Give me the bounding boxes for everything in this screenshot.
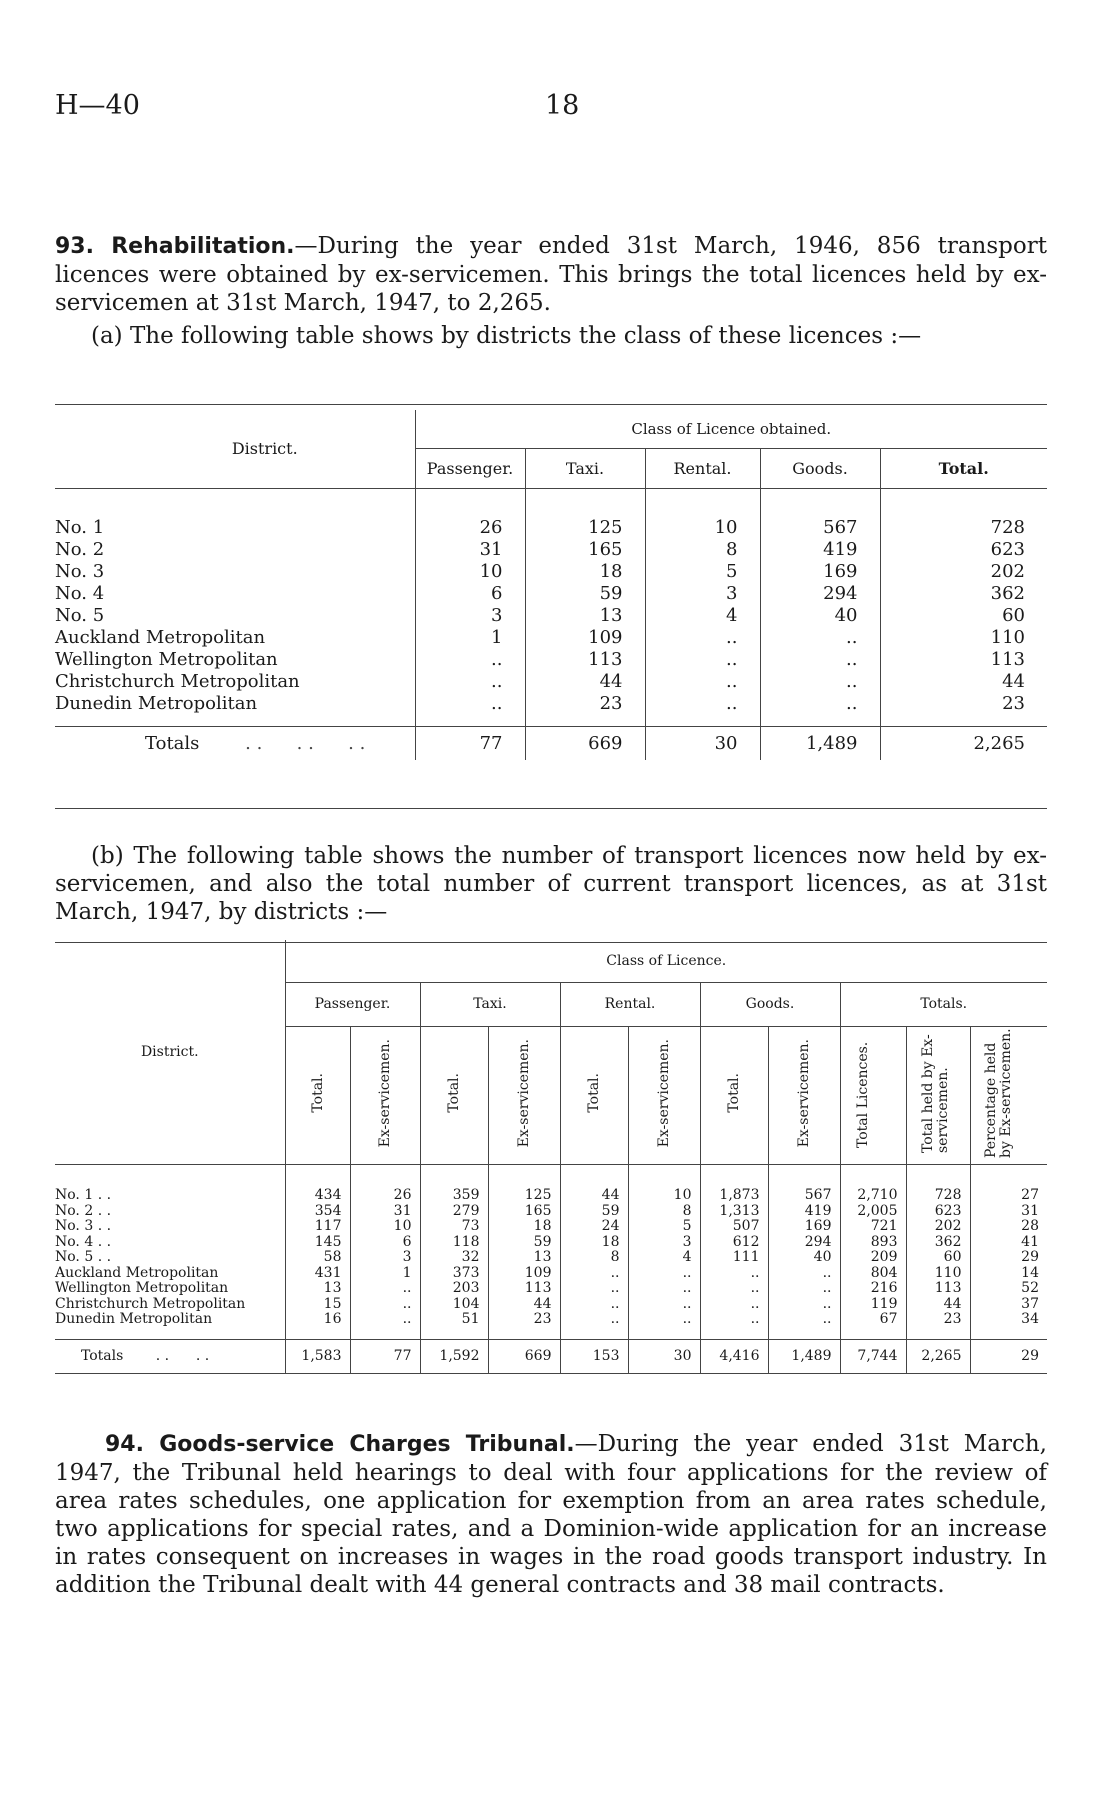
table-b-value-cell: 2,005 [840, 1204, 906, 1220]
page-number: 18 [545, 90, 580, 121]
table-b-current-licences [55, 940, 1047, 1374]
table-b-value-cell: 165 [488, 1204, 560, 1220]
table-a-district-cell [55, 516, 415, 538]
table-a-value-cell: 10 [415, 560, 525, 582]
table-b-value-cell: 1,313 [700, 1204, 768, 1220]
table-b-value-cell: 118 [420, 1235, 488, 1251]
table-b-value-cell: 73 [420, 1219, 488, 1235]
table-a-value-cell: .. [415, 648, 525, 670]
table-a-value-cell: 5 [645, 560, 760, 582]
table-a-total-goods: 1,489 [760, 726, 880, 760]
table-b-value-cell: .. [628, 1312, 700, 1328]
table-a-value-cell: 44 [525, 670, 645, 692]
table-a-value-cell: 1 [415, 626, 525, 648]
table-a-value-cell: 567 [760, 516, 880, 538]
table-b-value-cell: .. [700, 1266, 768, 1282]
table-a-licence-classes [55, 410, 1047, 760]
table-a-value-cell: .. [760, 626, 880, 648]
table-b-value-cell: .. [350, 1281, 420, 1297]
table-b-value-cell: 202 [906, 1219, 970, 1235]
table-a-value-cell: 362 [880, 582, 1047, 604]
table-b-value-cell: 5 [628, 1219, 700, 1235]
table-a-value-cell: 59 [525, 582, 645, 604]
table-a-row [55, 648, 1047, 670]
table-b-value-cell: 373 [420, 1266, 488, 1282]
table-a-district-cell [55, 692, 415, 714]
table-b-value-cell: .. [700, 1281, 768, 1297]
table-b-value-cell: 113 [906, 1281, 970, 1297]
table-a-col-taxi: Taxi. [525, 448, 645, 488]
table-b-value-cell: 104 [420, 1297, 488, 1313]
table-b-value-cell: 59 [560, 1204, 628, 1220]
table-b-value-cell: 893 [840, 1235, 906, 1251]
table-b-group-rental: Rental. [560, 982, 700, 1026]
table-b-value-cell: 279 [420, 1204, 488, 1220]
table-b-sub-total-licences: Total Licences. [855, 1041, 871, 1148]
table-b-group-header: Class of Licence. [285, 940, 1047, 982]
table-b-value-cell: .. [628, 1266, 700, 1282]
table-a-row [55, 582, 1047, 604]
table-b-value-cell: 10 [628, 1188, 700, 1204]
table-b-group-totals: Totals. [840, 982, 1047, 1026]
table-a-value-cell: .. [645, 648, 760, 670]
table-b-value-cell: 434 [285, 1188, 350, 1204]
table-a-value-cell: .. [415, 670, 525, 692]
table-b-value-cell: 612 [700, 1235, 768, 1251]
table-b-value-cell: 216 [840, 1281, 906, 1297]
table-b-sub-taxi-total: Total. [446, 1073, 462, 1113]
table-a-value-cell: .. [415, 692, 525, 714]
table-a-col-rental: Rental. [645, 448, 760, 488]
table-b-value-cell: 27 [970, 1188, 1047, 1204]
table-a-totals-row: Totals . . . . . . 77 669 30 1,489 2,265 [55, 726, 1047, 760]
table-b-total-cell: 1,489 [768, 1340, 840, 1374]
table-a-district-cell [55, 604, 415, 626]
table-a-row [55, 516, 1047, 538]
table-b-group-taxi: Taxi. [420, 982, 560, 1026]
table-b-value-cell: 60 [906, 1250, 970, 1266]
table-a-district-name: No. 5 [55, 604, 105, 626]
table-a-row [55, 670, 1047, 692]
table-b-value-cell: 31 [350, 1204, 420, 1220]
table-b-total-cell: 669 [488, 1340, 560, 1374]
table-b-total-cell: 30 [628, 1340, 700, 1374]
table-b-value-cell: 34 [970, 1312, 1047, 1328]
table-b-row [55, 1312, 1047, 1328]
table-a-group-header: Class of Licence obtained. [415, 410, 1047, 448]
table-b-value-cell: 40 [768, 1250, 840, 1266]
table-b-group-goods: Goods. [700, 982, 840, 1026]
table-b-sub-goods-ex: Ex-servicemen. [796, 1038, 812, 1148]
table-b-total-cell: 77 [350, 1340, 420, 1374]
table-a-row [55, 538, 1047, 560]
table-b-value-cell: 119 [840, 1297, 906, 1313]
table-a-value-cell: 294 [760, 582, 880, 604]
table-b-sub-percentage: Percentage held by Ex-servicemen. [982, 1028, 1014, 1158]
table-b-value-cell: 507 [700, 1219, 768, 1235]
table-a-row [55, 692, 1047, 714]
table-a-district-name: No. 1 [55, 516, 105, 538]
table-b-value-cell: 3 [350, 1250, 420, 1266]
section-94-heading: 94. Goods-service Charges Tribunal. [105, 1432, 575, 1457]
table-b-value-cell: 8 [628, 1204, 700, 1220]
table-b-sub-rental-ex: Ex-servicemen. [656, 1038, 672, 1148]
table-b-value-cell: 359 [420, 1188, 488, 1204]
section-93-heading: 93. Rehabilitation. [55, 234, 295, 259]
table-a-total-taxi: 669 [525, 726, 645, 760]
table-b-value-cell: 623 [906, 1204, 970, 1220]
table-a-totals-label: Totals [145, 732, 200, 754]
table-a-district-name: Dunedin Metropolitan [55, 692, 258, 714]
table-b-total-cell: 153 [560, 1340, 628, 1374]
table-b-value-cell: 13 [488, 1250, 560, 1266]
table-b-value-cell: 44 [560, 1188, 628, 1204]
table-b-district-name: Christchurch Metropolitan [55, 1295, 246, 1312]
table-b-row [55, 1250, 1047, 1266]
table-a-district-name: No. 4 [55, 582, 105, 604]
table-b-value-cell: .. [700, 1312, 768, 1328]
table-a-value-cell: .. [760, 692, 880, 714]
table-a-value-cell: 169 [760, 560, 880, 582]
table-a-district-name: No. 3 [55, 560, 105, 582]
table-b-value-cell: 169 [768, 1219, 840, 1235]
table-b-value-cell: 294 [768, 1235, 840, 1251]
table-b-sub-passenger-ex: Ex-servicemen. [377, 1038, 393, 1148]
section-94-text: —During the year ended 31st March, 1947, the Tribunal held hearings to deal with four applications for the review of area rates schedules, one application for exemption from an area rates schedule, two applications for special rates, and a Dominion-wide application for an increase in rates consequent on increases in wages in the road goods transport industry. In addition the Tribunal dealt with 44 general contracts and 38 mail contracts. [55, 1431, 1047, 1598]
table-b-total-cell: 4,416 [700, 1340, 768, 1374]
table-b-value-cell: 2,710 [840, 1188, 906, 1204]
table-b-value-cell: 145 [285, 1235, 350, 1251]
table-b-value-cell: 52 [970, 1281, 1047, 1297]
report-code: H—40 [55, 90, 140, 121]
table-b-value-cell: 13 [285, 1281, 350, 1297]
table-b-sub-goods-total: Total. [726, 1073, 742, 1113]
table-b-value-cell: 67 [840, 1312, 906, 1328]
table-a-value-cell: 40 [760, 604, 880, 626]
table-b-district-name: No. 2 . . [55, 1202, 112, 1219]
table-a-district-name: Auckland Metropolitan [55, 626, 266, 648]
table-b-value-cell: 31 [970, 1204, 1047, 1220]
table-a-value-cell: 60 [880, 604, 1047, 626]
table-a-col-goods: Goods. [760, 448, 880, 488]
table-a-district-cell [55, 626, 415, 648]
table-a-total-total: 2,265 [880, 726, 1047, 760]
table-a-row [55, 604, 1047, 626]
table-b-value-cell: 728 [906, 1188, 970, 1204]
table-a-total-rental: 30 [645, 726, 760, 760]
table-b-total-cell: 1,592 [420, 1340, 488, 1374]
table-b-value-cell: 58 [285, 1250, 350, 1266]
table-b-value-cell: 59 [488, 1235, 560, 1251]
section-93-text: —During the year ended 31st March, 1946, 856 transport licences were obtained by ex-servicemen. This brings the total licences held by ex-servicemen at 31st March, 1947, to 2,265. [55, 233, 1047, 316]
table-a-value-cell: 23 [880, 692, 1047, 714]
table-b-value-cell: 23 [488, 1312, 560, 1328]
table-a-district-name: No. 2 [55, 538, 105, 560]
table-a-value-cell: 44 [880, 670, 1047, 692]
table-a-value-cell: 13 [525, 604, 645, 626]
table-a-value-cell: .. [645, 692, 760, 714]
table-a-value-cell: 109 [525, 626, 645, 648]
table-a-value-cell: .. [645, 670, 760, 692]
table-b-district-name: Wellington Metropolitan [55, 1280, 229, 1296]
table-b-district-header: District. [140, 1043, 199, 1060]
table-a-value-cell: 419 [760, 538, 880, 560]
table-b-row [55, 1266, 1047, 1282]
table-a-value-cell: 125 [525, 516, 645, 538]
table-b-value-cell: .. [768, 1281, 840, 1297]
table-b-value-cell: 44 [906, 1297, 970, 1313]
table-b-totals-row: Totals . . . . 1,583 77 1,592 669 153 30 4,416 1,489 7,744 2,265 29 [55, 1340, 1047, 1374]
table-b-value-cell: .. [628, 1281, 700, 1297]
table-a-district-cell [55, 582, 415, 604]
table-b-value-cell: .. [628, 1297, 700, 1313]
table-b-value-cell: .. [560, 1266, 628, 1282]
table-b-row [55, 1204, 1047, 1220]
table-b-total-cell: 7,744 [840, 1340, 906, 1374]
table-b-value-cell: 109 [488, 1266, 560, 1282]
table-b-value-cell: 117 [285, 1219, 350, 1235]
table-a-intro: (a) The following table shows by districts the class of these licences :— [91, 323, 922, 349]
table-b-value-cell: 4 [628, 1250, 700, 1266]
table-a-value-cell: 728 [880, 516, 1047, 538]
table-b-value-cell: 1 [350, 1266, 420, 1282]
table-b-value-cell: 8 [560, 1250, 628, 1266]
table-b-intro: (b) The following table shows the number of transport licences now held by ex-servicemen, and also the total number of current transport licences, as at 31st March, 1947, by districts :— [55, 843, 1047, 925]
table-b-row [55, 1188, 1047, 1204]
table-a-total-passenger: 77 [415, 726, 525, 760]
table-b-value-cell: .. [700, 1297, 768, 1313]
table-a-value-cell: 26 [415, 516, 525, 538]
section-93-paragraph [55, 232, 1047, 317]
table-b-row [55, 1235, 1047, 1251]
table-a-col-total: Total. [880, 448, 1047, 488]
table-b-value-cell: 14 [970, 1266, 1047, 1282]
table-b-group-passenger: Passenger. [285, 982, 420, 1026]
table-b-value-cell: 32 [420, 1250, 488, 1266]
table-b-district-name: No. 3 . . [55, 1218, 112, 1234]
table-b-value-cell: 804 [840, 1266, 906, 1282]
table-a-row [55, 626, 1047, 648]
table-b-value-cell: 113 [488, 1281, 560, 1297]
table-b-total-cell: 1,583 [285, 1340, 350, 1374]
table-a-value-cell: 3 [415, 604, 525, 626]
table-b-total-cell: 2,265 [906, 1340, 970, 1374]
table-b-row [55, 1281, 1047, 1297]
table-a-row [55, 560, 1047, 582]
table-a-value-cell: 202 [880, 560, 1047, 582]
table-b-value-cell: .. [350, 1297, 420, 1313]
table-a-district-name: Wellington Metropolitan [55, 648, 278, 670]
table-b-value-cell: 567 [768, 1188, 840, 1204]
table-b-value-cell: 209 [840, 1250, 906, 1266]
table-a-value-cell: 18 [525, 560, 645, 582]
table-b-value-cell: 24 [560, 1219, 628, 1235]
table-b-value-cell: .. [560, 1281, 628, 1297]
table-b-value-cell: 1,873 [700, 1188, 768, 1204]
table-b-totals-label: Totals [81, 1347, 124, 1364]
table-a-district-header: District. [231, 439, 298, 459]
table-a-value-cell: .. [760, 648, 880, 670]
table-a-value-cell: 3 [645, 582, 760, 604]
table-a-district-name: Christchurch Metropolitan [55, 670, 300, 692]
table-b-district-name: No. 1 . . [55, 1187, 112, 1203]
table-b-value-cell: 431 [285, 1266, 350, 1282]
section-94-paragraph [55, 1430, 1047, 1599]
table-b-row [55, 1297, 1047, 1313]
table-b-value-cell: 37 [970, 1297, 1047, 1313]
table-b-value-cell: .. [560, 1312, 628, 1328]
table-b-value-cell: 51 [420, 1312, 488, 1328]
table-b-value-cell: 41 [970, 1235, 1047, 1251]
table-b-total-cell: 29 [970, 1340, 1047, 1374]
table-b-value-cell: 111 [700, 1250, 768, 1266]
table-b-value-cell: 23 [906, 1312, 970, 1328]
table-b-sub-total-held: Total held by Ex-servicemen. [920, 1034, 951, 1153]
table-b-value-cell: 29 [970, 1250, 1047, 1266]
table-a-value-cell: 165 [525, 538, 645, 560]
table-a-col-passenger: Passenger. [415, 448, 525, 488]
table-b-value-cell: 362 [906, 1235, 970, 1251]
table-b-district-name: No. 4 . . [55, 1233, 112, 1250]
table-b-value-cell: 419 [768, 1204, 840, 1220]
table-b-value-cell: 26 [350, 1188, 420, 1204]
table-a-district-cell [55, 670, 415, 692]
table-b-sub-taxi-ex: Ex-servicemen. [516, 1038, 532, 1148]
table-a-district-cell [55, 648, 415, 670]
table-a-value-cell: 110 [880, 626, 1047, 648]
table-a-value-cell: 31 [415, 538, 525, 560]
table-a-value-cell: 6 [415, 582, 525, 604]
table-b-district-name: No. 5 . . [55, 1249, 112, 1265]
table-b-value-cell: .. [350, 1312, 420, 1328]
table-a-value-cell: .. [645, 626, 760, 648]
table-b-value-cell: 18 [488, 1219, 560, 1235]
table-b-row [55, 1219, 1047, 1235]
table-a-value-cell: 23 [525, 692, 645, 714]
table-b-sub-passenger-total: Total. [309, 1073, 326, 1113]
table-b-value-cell: .. [560, 1297, 628, 1313]
table-a-value-cell: 8 [645, 538, 760, 560]
table-a-district-cell [55, 560, 415, 582]
table-b-value-cell: 15 [285, 1297, 350, 1313]
table-b-value-cell: 6 [350, 1235, 420, 1251]
table-a-value-cell: 623 [880, 538, 1047, 560]
table-b-value-cell: 10 [350, 1219, 420, 1235]
table-a-value-cell: 4 [645, 604, 760, 626]
table-b-value-cell: 203 [420, 1281, 488, 1297]
table-b-value-cell: 721 [840, 1219, 906, 1235]
table-b-value-cell: 3 [628, 1235, 700, 1251]
table-a-value-cell: .. [760, 670, 880, 692]
table-b-district-name: Auckland Metropolitan [55, 1264, 219, 1281]
table-b-value-cell: 354 [285, 1204, 350, 1220]
table-b-value-cell: 110 [906, 1266, 970, 1282]
table-a-value-cell: 10 [645, 516, 760, 538]
table-b-sub-rental-total: Total. [586, 1073, 602, 1113]
table-b-value-cell: 28 [970, 1219, 1047, 1235]
table-b-value-cell: .. [768, 1266, 840, 1282]
table-a-value-cell: 113 [525, 648, 645, 670]
table-a-value-cell: 113 [880, 648, 1047, 670]
table-a-district-cell [55, 538, 415, 560]
table-b-value-cell: 18 [560, 1235, 628, 1251]
table-b-district-name: Dunedin Metropolitan [55, 1311, 213, 1327]
table-b-value-cell: 16 [285, 1312, 350, 1328]
table-b-value-cell: .. [768, 1312, 840, 1328]
table-b-value-cell: 125 [488, 1188, 560, 1204]
table-b-value-cell: .. [768, 1297, 840, 1313]
table-b-value-cell: 44 [488, 1297, 560, 1313]
